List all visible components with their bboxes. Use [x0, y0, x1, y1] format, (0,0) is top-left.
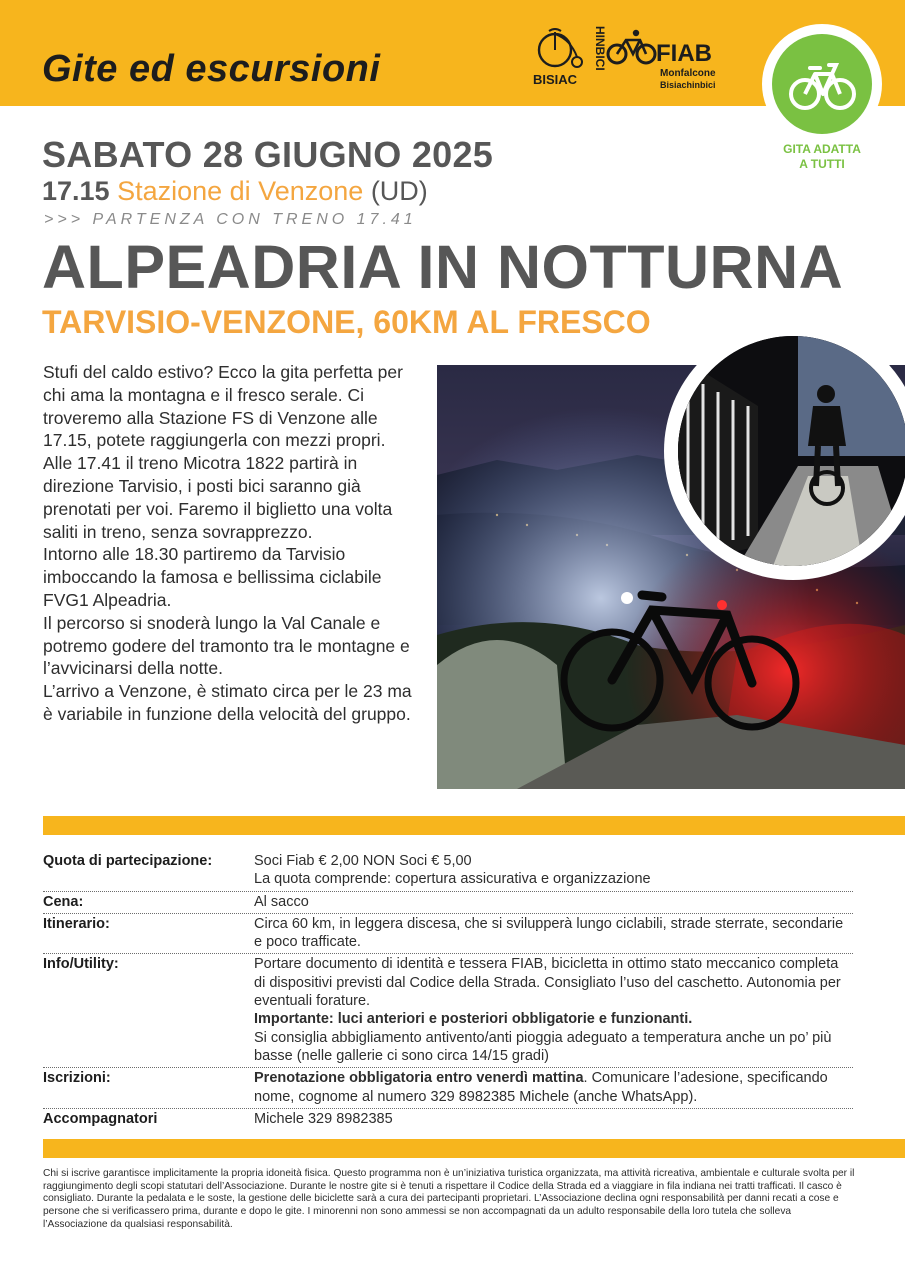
info-lights-warning: Importante: luci anteriori e posteriori obbligatorie e funzionanti. — [254, 1011, 693, 1028]
cena-value: Al sacco — [254, 893, 309, 910]
table-row-itinerario — [43, 914, 853, 955]
itinerario-label: Itinerario: — [43, 915, 110, 932]
description-paragraph: L’arrivo a Venzone, è stimato circa per le 23 ma è variabile in funzione della velocità del gruppo. — [43, 681, 412, 724]
bicycle-icon — [772, 34, 872, 134]
meeting-point — [42, 176, 428, 207]
suitability-badge — [762, 24, 882, 144]
quota-includes: La quota comprende: copertura assicurativa e organizzazione — [254, 871, 651, 888]
accompagnatori-label: Accompagnatori — [43, 1110, 158, 1127]
cyclist-tunnel-photo — [678, 336, 905, 566]
fiab-sub2: Bisiachinbici — [660, 80, 716, 90]
meeting-region: (UD) — [370, 176, 428, 206]
description-paragraph: Intorno alle 18.30 partiremo da Tarvisio imboccando la famosa e bellissima ciclabile FVG1 Alpeadria. — [43, 544, 382, 610]
logo-vertical-label: HINBICI — [593, 26, 607, 71]
meeting-place: Stazione di Venzone — [117, 176, 364, 206]
fiab-logo — [606, 28, 721, 94]
table-row-quota — [43, 851, 853, 892]
event-description — [43, 361, 423, 726]
iscrizioni-contact: . Comunicare l’adesione, specificando nome, cognome al numero 329 8982385 Michele (anche WhatsApp). — [254, 1070, 828, 1105]
fiab-sub1: Monfalcone — [660, 68, 716, 79]
meeting-time: 17.15 — [42, 176, 110, 206]
table-row-iscrizioni — [43, 1068, 853, 1109]
cena-label: Cena: — [43, 893, 84, 910]
event-date: SABATO 28 GIUGNO 2025 — [42, 134, 494, 175]
badge-line-1: GITA ADATTA — [783, 142, 861, 156]
info-label: Info/Utility: — [43, 956, 119, 973]
badge-caption — [760, 142, 884, 172]
table-row-cena — [43, 892, 853, 914]
iscrizioni-value — [254, 1069, 853, 1106]
iscrizioni-deadline: Prenotazione obbligatoria entro venerdì mattina — [254, 1070, 584, 1087]
quota-value — [254, 852, 853, 889]
bisiachinbici-logo — [533, 26, 607, 92]
description-paragraph: Stufi del caldo estivo? Ecco la gita perfetta per chi ama la montagna e il fresco serale. Ci troveremo alla Stazione FS di Venzone alle 17.15, potete raggiungerla con mezzi propri. — [43, 362, 403, 451]
accompagnatori-value: Michele 329 8982385 — [254, 1110, 393, 1127]
legal-disclaimer: Chi si iscrive garantisce implicitamente la propria idoneità fisica. Questo programma non è un’iniziativa turistica organizzata, ma attività ricreativa, ambientale e culturale svolta per il raggiungimento degli scopi statutari dell’Associazione. Durante le nostre gite si è tenuti a rispettare il Codice della Strada ed a viaggiare in fila indiana nei tratti trafficati. Il casco è consigliato. Durante la pedalata e le soste, la gestione delle biciclette sarà a cura dei partecipanti proprietari. L’Associazione declina ogni responsabilità per danni recati a cose e persone che si verificassero prima, durante e dopo le gite. I minorenni non sono ammessi se non accompagnati da un adulto responsabile della loro tutela che solleva l’Associazione da qualsiasi responsabilità. — [43, 1168, 855, 1230]
info-value — [254, 955, 853, 1065]
table-row-info — [43, 954, 853, 1068]
description-paragraph: Alle 17.41 il treno Micotra 1822 partirà in direzione Tarvisio, i posti bici saranno già prenotati per voi. Faremo il biglietto una volta saliti in treno, senza sovrapprezzo. — [43, 453, 393, 542]
table-row-accompagnatori — [43, 1109, 853, 1130]
event-title: ALPEADRIA IN NOTTURNA — [42, 233, 844, 301]
divider-stripe-bottom — [43, 1139, 905, 1158]
info-table — [43, 851, 853, 1130]
fiab-name: FIAB — [656, 40, 712, 67]
badge-line-2: A TUTTI — [799, 157, 845, 171]
info-clothing: Si consiglia abbigliamento antivento/anti pioggia adeguato a temperatura anche un po’ più basse (nelle gallerie ci sono circa 14/15 gradi) — [254, 1029, 832, 1064]
description-paragraph: Il percorso si snoderà lungo la Val Canale e potremo godere del tramonto tra le montagne e l’avvicinarsi della notte. — [43, 612, 410, 679]
info-equipment: Portare documento di identità e tessera FIAB, bicicletta in ottimo stato meccanico completa di dispositivi previsti dal Codice della Strada. Consigliato l’uso del caschetto. Autonomia per eventuali forature. — [254, 956, 841, 1010]
quota-prices: Soci Fiab € 2,00 NON Soci € 5,00 — [254, 853, 472, 869]
badge-disc — [772, 34, 872, 134]
quota-label: Quota di partecipazione: — [43, 853, 213, 869]
penny-farthing-icon — [533, 26, 585, 72]
divider-stripe-top — [43, 816, 905, 835]
section-title: Gite ed escursioni — [42, 48, 381, 90]
departure-note: >>> PARTENZA CON TRENO 17.41 — [44, 211, 417, 228]
iscrizioni-label: Iscrizioni: — [43, 1070, 111, 1087]
bicycle-logo-icon — [606, 28, 658, 68]
event-subtitle: TARVISIO-VENZONE, 60KM AL FRESCO — [42, 304, 651, 340]
logo-label: BISIAC — [533, 72, 578, 87]
itinerario-value: Circa 60 km, in leggera discesa, che si svilupperà lungo ciclabili, strade sterrate, secondarie e poco trafficate. — [254, 915, 844, 951]
